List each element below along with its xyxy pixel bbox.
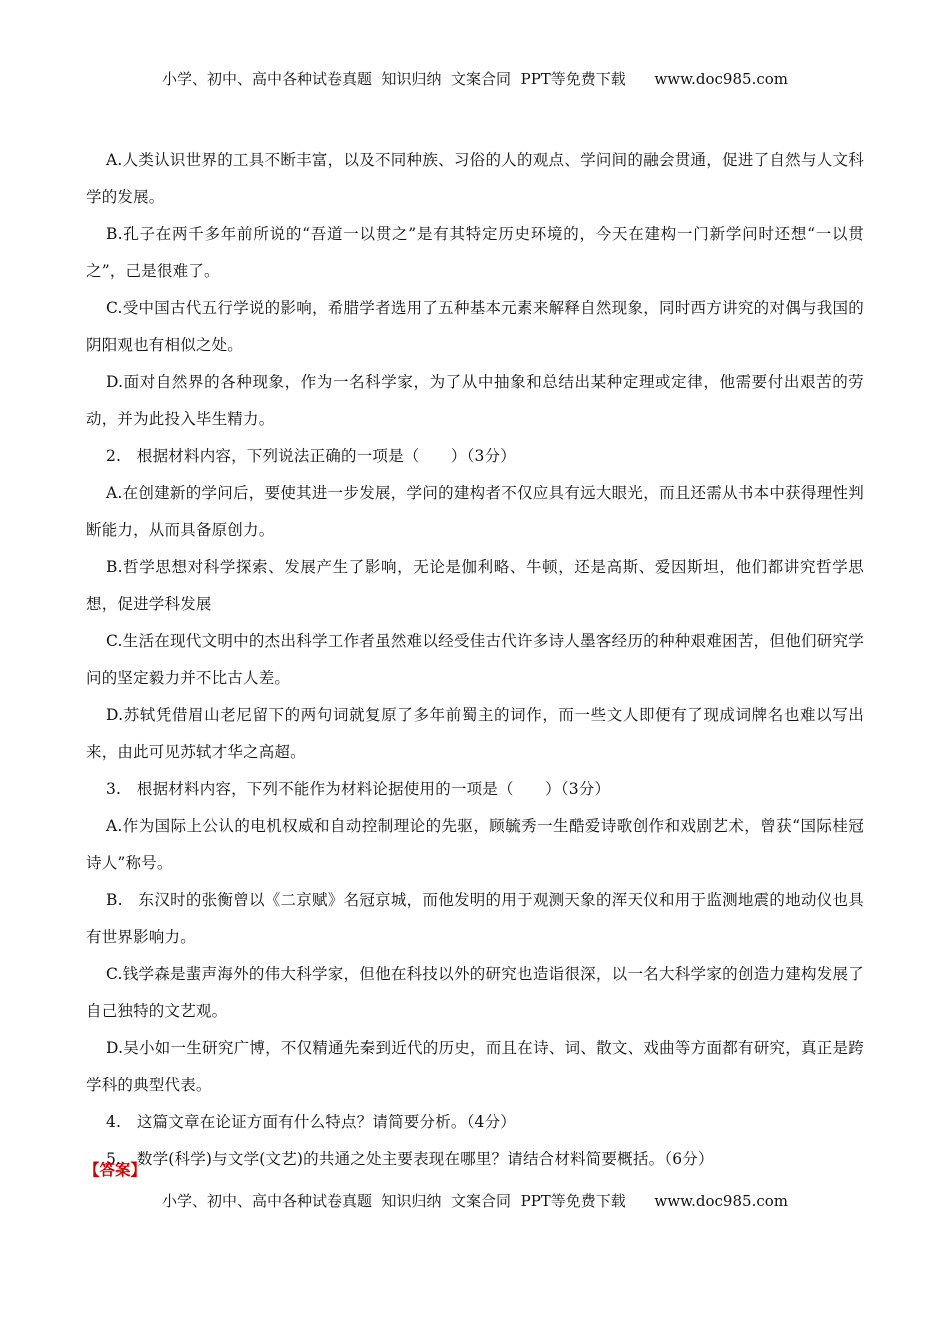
option-2b: B.哲学思想对科学探索、发展产生了影响，无论是伽利略、牛顿，还是高斯、爱因斯坦，他们都讲究哲学思想，促进学科发展	[86, 558, 864, 613]
option-2c: C.生活在现代文明中的杰出科学工作者虽然难以经受佳古代许多诗人墨客经历的种种艰难困苦，但他们研究学问的坚定毅力并不比古人差。	[86, 632, 864, 687]
question-4: 4. 这篇文章在论证方面有什么特点？请简要分析。（4分）	[106, 1113, 517, 1131]
option-1c: C.受中国古代五行学说的影响，希腊学者选用了五种基本元素来解释自然现象，同时西方讲究的对偶与我国的阴阳观也有相似之处。	[86, 299, 864, 354]
option-1b: B.孔子在两千多年前所说的“吾道一以贯之”是有其特定历史环境的，今天在建构一门新学问时还想“一以贯之”，己是很难了。	[86, 225, 864, 280]
option-2d: D.苏轼凭借眉山老尼留下的两句词就复原了多年前蜀主的词作，而一些文人即便有了现成词牌名也难以写出来，由此可见苏轼才华之高超。	[86, 706, 864, 761]
page-footer: 小学、初中、高中各种试卷真题 知识归纳 文案合同 PPT等免费下载 www.doc985.com	[161, 1192, 788, 1210]
option-2a: A.在创建新的学问后，要使其进一步发展，学问的建构者不仅应具有远大眼光，而且还需从书本中获得理性判断能力，从而具备原创力。	[86, 484, 864, 539]
document-body	[86, 142, 864, 1178]
option-3d: D.吴小如一生研究广博，不仅精通先秦到近代的历史，而且在诗、词、散文、戏曲等方面都有研究，真正是跨学科的典型代表。	[86, 1039, 864, 1094]
question-2: 2. 根据材料内容，下列说法正确的一项是（ ）（3分）	[106, 447, 517, 465]
option-3c: C.钱学森是蜚声海外的伟大科学家，但他在科技以外的研究也造诣很深，以一名大科学家的创造力建构发展了自己独特的文艺观。	[86, 965, 864, 1020]
option-3a: A.作为国际上公认的电机权威和自动控制理论的先驱，顾毓秀一生酷爱诗歌创作和戏剧艺术，曾获“国际桂冠诗人”称号。	[86, 817, 864, 872]
question-5: 5. 数学(科学)与文学(文艺)的共通之处主要表现在哪里？请结合材料简要概括。（6分）	[106, 1150, 714, 1168]
question-3: 3. 根据材料内容，下列不能作为材料论据使用的一项是（ ）（3分）	[106, 780, 611, 798]
option-3b: B. 东汉时的张衡曾以《二京赋》名冠京城，而他发明的用于观测天象的浑天仪和用于监测地震的地动仪也具有世界影响力。	[86, 891, 864, 946]
option-1a: A.人类认识世界的工具不断丰富，以及不同种族、习俗的人的观点、学问间的融会贯通，促进了自然与人文科学的发展。	[86, 151, 864, 206]
option-1d: D.面对自然界的各种现象，作为一名科学家，为了从中抽象和总结出某种定理或定律，他需要付出艰苦的劳动，并为此投入毕生精力。	[86, 373, 864, 428]
answer-label: 【答案】	[84, 1161, 147, 1179]
page-header: 小学、初中、高中各种试卷真题 知识归纳 文案合同 PPT等免费下载 www.doc985.com	[161, 70, 788, 88]
